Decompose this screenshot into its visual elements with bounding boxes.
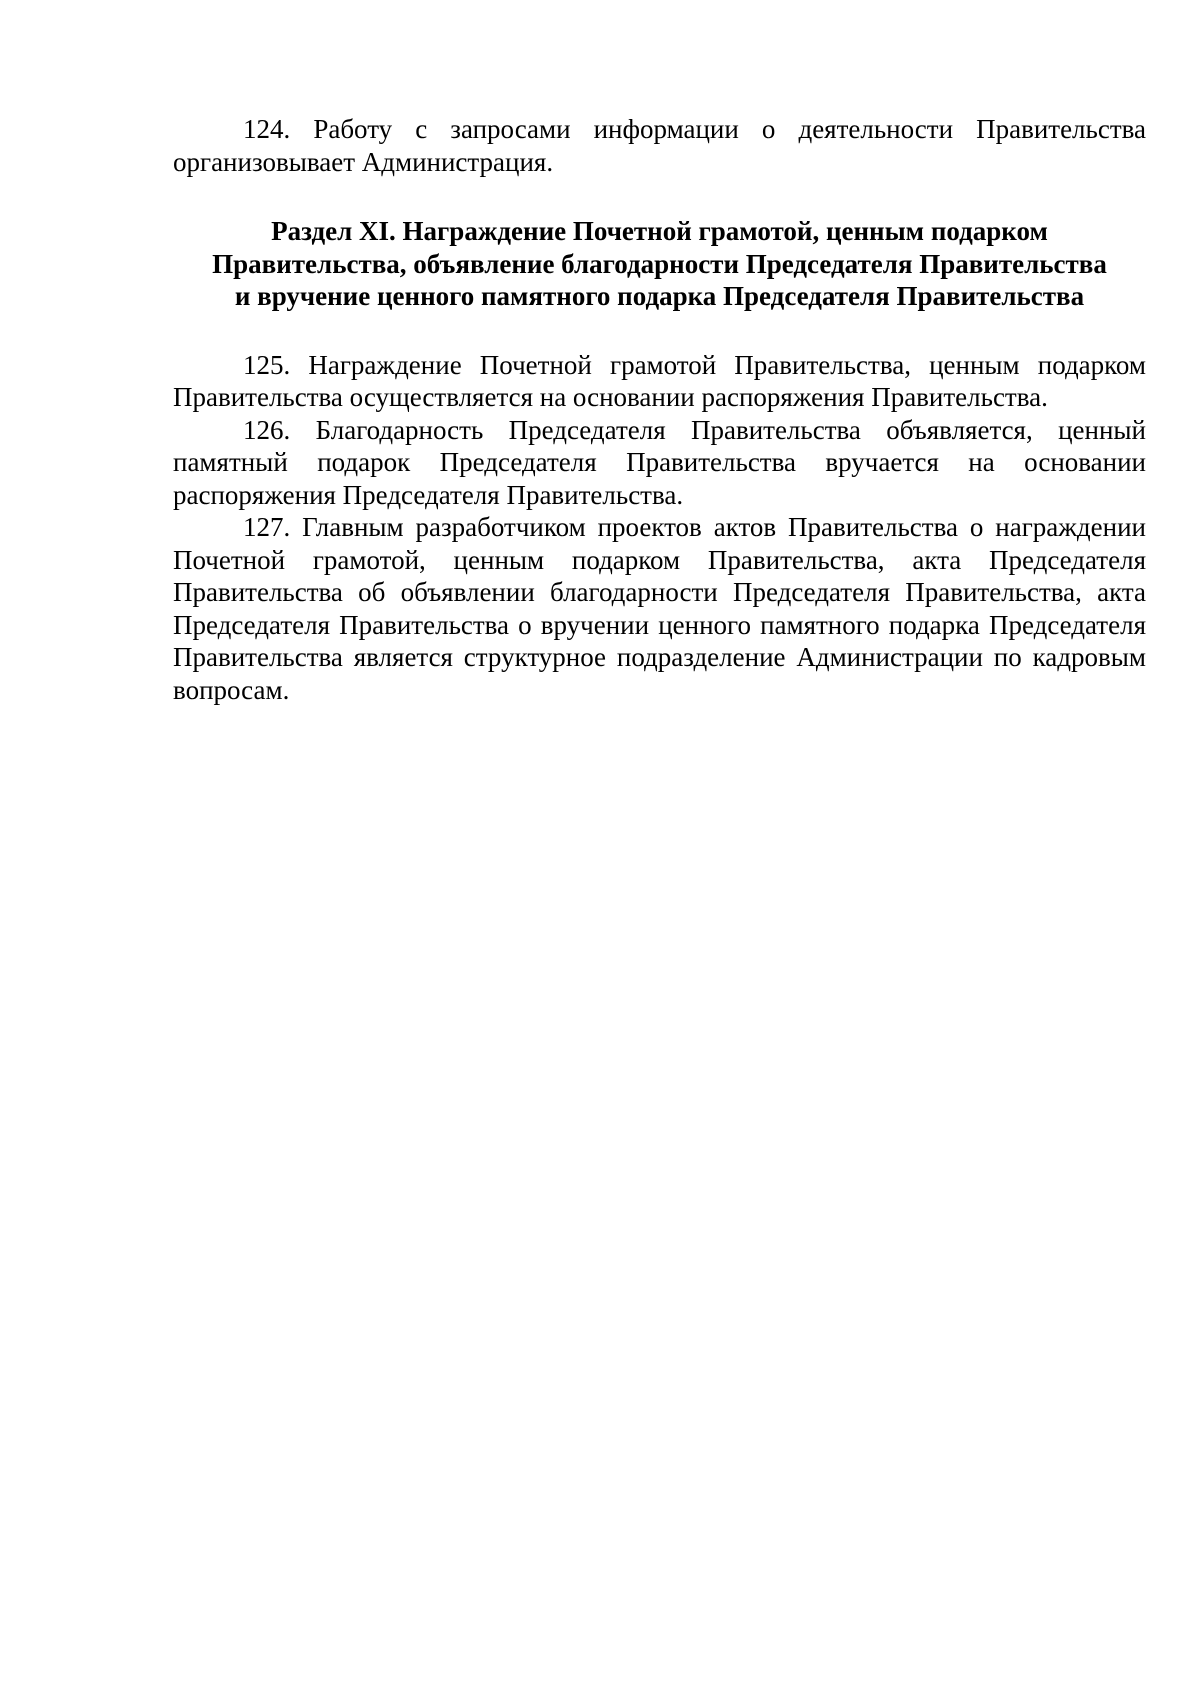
section-title-line-3: и вручение ценного памятного подарка Председателя Правительства — [234, 281, 1085, 311]
paragraph-125: 125. Награждение Почетной грамотой Правительства, ценным подарком Правительства осуществляется на основании распоряжения Правительства. — [173, 349, 1146, 412]
section-title-line-1: Раздел XI. Награждение Почетной грамотой, ценным подарком — [271, 216, 1048, 246]
section-title-line-2: Правительства, объявление благодарности Председателя Правительства — [212, 248, 1107, 279]
section-heading — [173, 215, 1146, 313]
paragraph-124: 124. Работу с запросами информации о деятельности Правительства организовывает Администрация. — [173, 114, 1146, 177]
section-title — [173, 215, 1146, 313]
paragraph-127: 127. Главным разработчиком проектов актов Правительства о награждении Почетной грамотой, ценным подарком Правительства, акта Председателя Правительства об объявлении благодарности Председателя Правительства, акта Председателя Правительства о вручении ценного памятного подарка Председателя Правительства является структурное подразделение Администрации по кадровым вопросам. — [173, 512, 1146, 705]
document-page — [173, 113, 1146, 706]
paragraph-126: 126. Благодарность Председателя Правительства объявляется, ценный памятный подарок Председателя Правительства вручается на основании распоряжения Председателя Правительства. — [173, 414, 1146, 510]
